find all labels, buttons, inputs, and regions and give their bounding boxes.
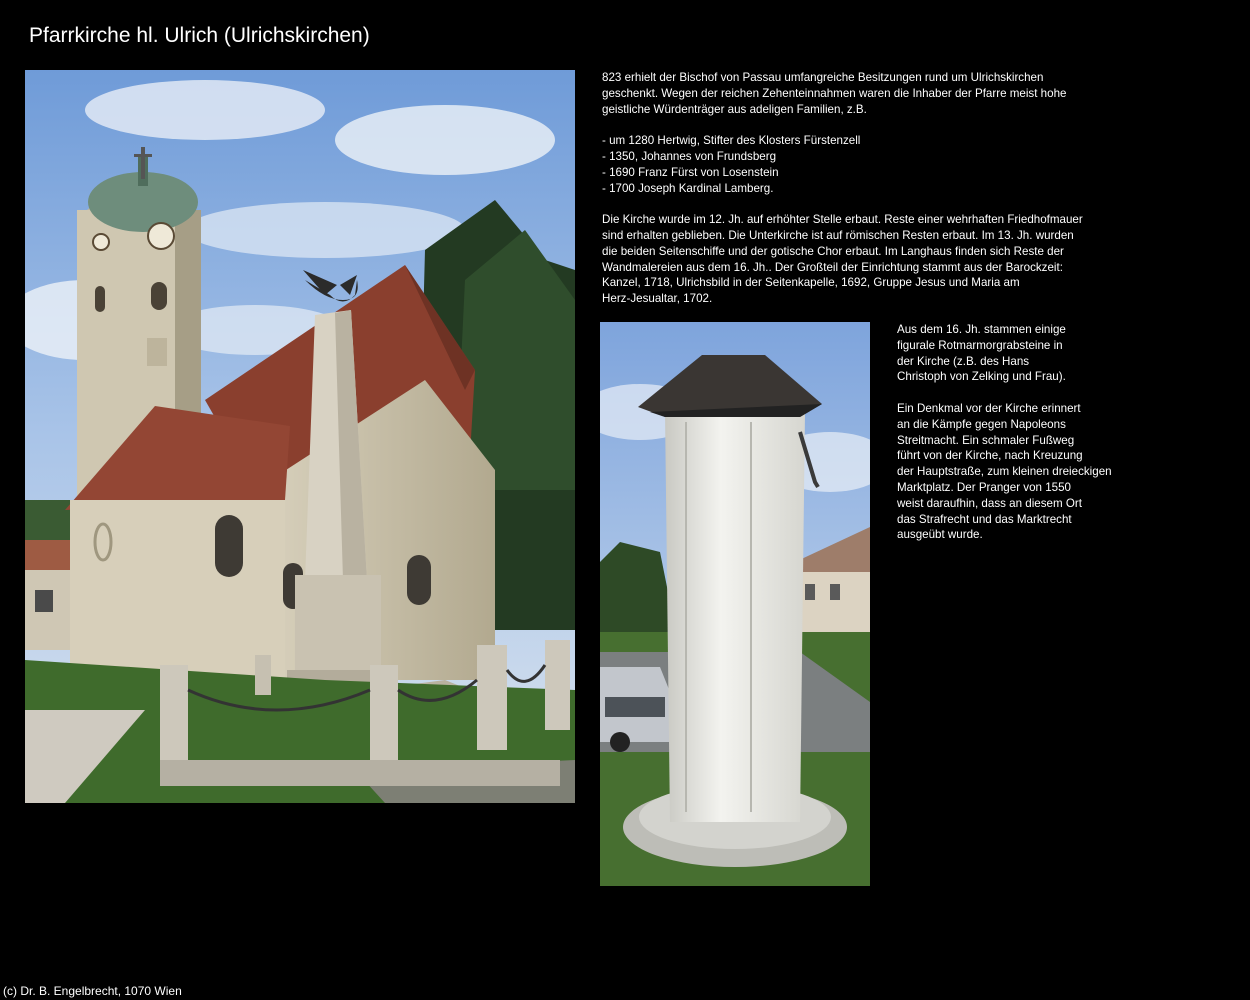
text-line: weist daraufhin, dass an diesem Ort — [897, 496, 1082, 510]
text-line: Marktplatz. Der Pranger von 1550 — [897, 480, 1071, 494]
copyright-footer: (c) Dr. B. Engelbrecht, 1070 Wien — [3, 984, 182, 998]
history-paragraph — [602, 212, 1122, 307]
text-line: die beiden Seitenschiffe und der gotische Chor erbaut. Im Langhaus finden sich Reste der — [602, 244, 1064, 258]
history-text — [602, 70, 1122, 323]
text-line: führt von der Kirche, nach Kreuzung — [897, 449, 1083, 463]
text-line: der Kirche (z.B. des Hans — [897, 354, 1030, 368]
side-text — [897, 322, 1142, 559]
text-line: Die Kirche wurde im 12. Jh. auf erhöhter Stelle erbaut. Reste einer wehrhaften Friedhofmauer — [602, 213, 1083, 227]
pillory-photo[interactable] — [600, 322, 870, 886]
pillory-photo-illustration — [600, 322, 870, 886]
text-line: Kanzel, 1718, Ulrichsbild in der Seitenkapelle, 1692, Gruppe Jesus und Maria am — [602, 276, 1020, 290]
text-line: figurale Rotmarmorgrabsteine in — [897, 338, 1063, 352]
text-line: 823 erhielt der Bischof von Passau umfangreiche Besitzungen rund um Ulrichskirchen — [602, 71, 1044, 84]
text-line: geschenkt. Wegen der reichen Zehenteinnahmen waren die Inhaber der Pfarre meist hohe — [602, 86, 1067, 100]
text-line: Christoph von Zelking und Frau). — [897, 370, 1066, 384]
church-photo[interactable] — [25, 70, 575, 803]
text-line: das Strafrecht und das Marktrecht — [897, 512, 1072, 526]
text-line: an die Kämpfe gegen Napoleons — [897, 417, 1066, 431]
text-line: der Hauptstraße, zum kleinen dreieckigen — [897, 465, 1112, 479]
church-photo-illustration — [25, 70, 575, 803]
tombstones-paragraph — [897, 322, 1142, 385]
list-item: - 1700 Joseph Kardinal Lamberg. — [602, 181, 774, 195]
text-line: Aus dem 16. Jh. stammen einige — [897, 323, 1066, 336]
text-line: geistliche Würdenträger aus adeligen Familien, z.B. — [602, 102, 867, 116]
pastor-list — [602, 133, 1122, 196]
text-line: Herz-Jesualtar, 1702. — [602, 292, 713, 306]
text-line: ausgeübt wurde. — [897, 528, 983, 542]
list-item: - um 1280 Hertwig, Stifter des Klosters Fürstenzell — [602, 134, 861, 148]
page-title: Pfarrkirche hl. Ulrich (Ulrichskirchen) — [29, 24, 370, 47]
list-item: - 1690 Franz Fürst von Losenstein — [602, 165, 779, 179]
intro-paragraph — [602, 70, 1122, 117]
text-line: sind erhalten geblieben. Die Unterkirche ist auf römischen Resten erbaut. Im 13. Jh. wurden — [602, 228, 1074, 242]
text-line: Ein Denkmal vor der Kirche erinnert — [897, 401, 1081, 415]
text-line: Streitmacht. Ein schmaler Fußweg — [897, 433, 1075, 447]
monument-paragraph — [897, 401, 1142, 543]
list-item: - 1350, Johannes von Frundsberg — [602, 149, 777, 163]
text-line: Wandmalereien aus dem 16. Jh.. Der Großteil der Einrichtung stammt aus der Barockzeit: — [602, 260, 1063, 274]
